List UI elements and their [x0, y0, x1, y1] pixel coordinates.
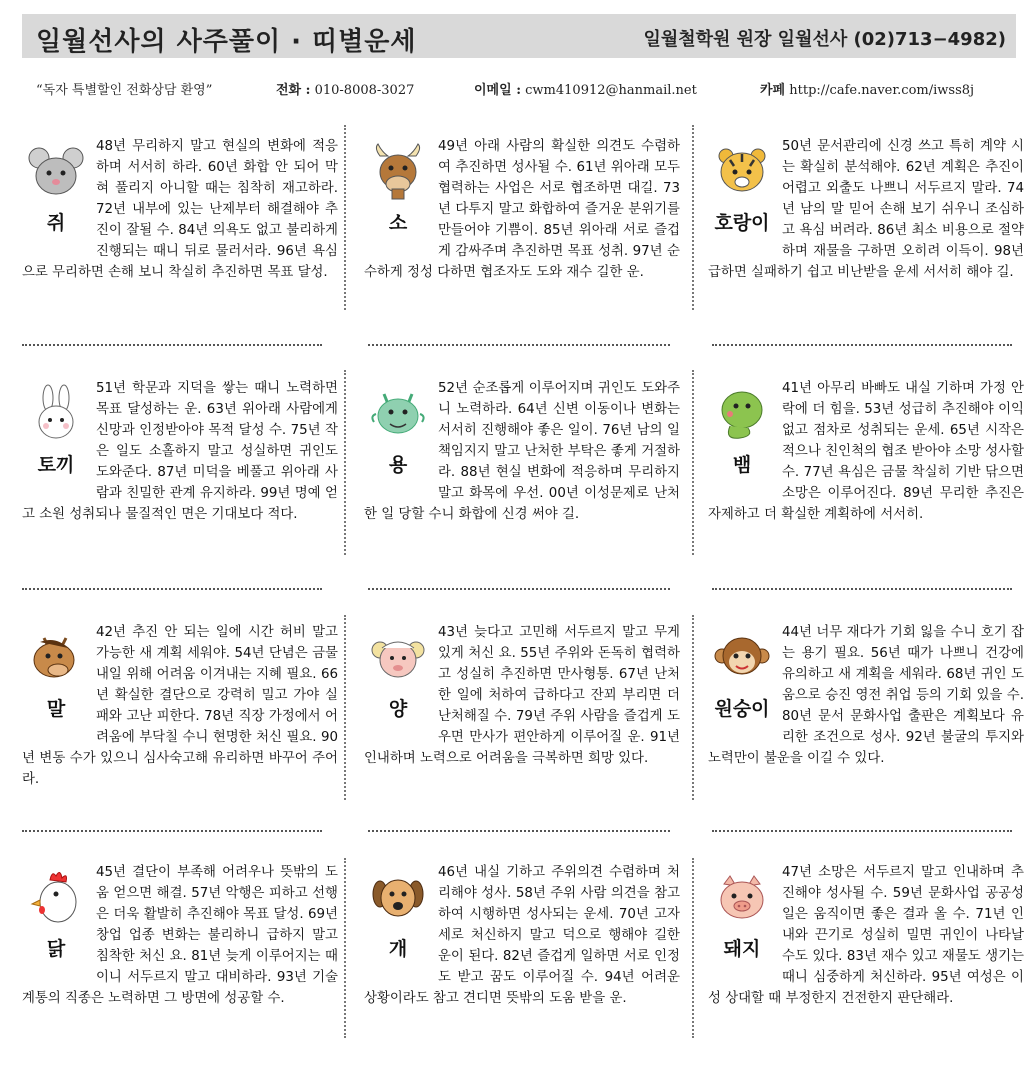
animal-name: 쥐	[46, 212, 66, 234]
animal-name: 뱀	[732, 454, 752, 476]
fortune-dog	[364, 862, 680, 1082]
promo-text: “독자 특별할인 전화상담 환영”	[36, 83, 213, 98]
dragon-icon	[368, 384, 428, 444]
animal-name: 용	[388, 454, 408, 476]
fortune-sheep	[364, 622, 680, 842]
column-divider	[692, 125, 694, 310]
fortune-rat	[22, 136, 338, 356]
academy-info: 일월철학원 원장 일월선사 (02)713−4982)	[643, 29, 1006, 50]
fortune-text: 52년 순조롭게 이루어지며 귀인도 도와주니 노력하라. 64년 신변 이동이나 변화는 서서히 진행해야 좋은 일이. 76년 남의 일 책임지지 말고 난처한 부탁은 좋게 거절하라. 88년 현실 변화에 적응하며 무리하지 말고 화목에 우선. 00년 이성문제로 난처한 일 당할 수니 화합에 신경 써야 길.	[364, 381, 680, 522]
tiger-icon	[712, 142, 772, 202]
cafe-info	[760, 79, 974, 98]
fortune-text: 43년 늦다고 고민해 서두르지 말고 무게 있게 처신 요. 55년 주위와 돈독히 협력하고 성실히 추진하면 만사형통. 67년 난처한 일에 처하여 급하다고 잔꾀 부리면 더 난처해질 수. 79년 주위 사람을 즐겁게 도우면 만사가 편안하게 이루어질 운. 91년 인내하며 노력으로 어려움을 극복하면 희망 있다.	[364, 625, 680, 766]
animal-block	[708, 142, 776, 235]
email-info	[474, 79, 697, 98]
animal-name: 원숭이	[714, 698, 770, 720]
fortune-text: 45년 결단이 부족해 어려우나 뜻밖의 도움 얻으면 해결. 57년 악행은 피하고 선행은 더욱 활발히 추진해야 목표 달성. 69년 창업 업종 변화는 불리하니 급하지 말고 침착한 처신 요. 81년 늦게 이루어지는 때이니 서두르지 말고 대비하라. 93년 기술계통의 직종은 노력하면 그 방면에 성공할 수.	[22, 865, 338, 1006]
animal-name: 양	[388, 698, 408, 720]
animal-block	[364, 628, 432, 721]
monkey-icon	[712, 628, 772, 688]
animal-name: 소	[388, 212, 408, 234]
cafe-label: 카페	[760, 83, 786, 98]
fortune-text: 50년 문서관리에 신경 쓰고 특히 계약 시는 확실히 분석해야. 62년 계획은 추진이 어렵고 외출도 나쁘니 서두르지 말라. 74년 남의 말 믿어 손해 보기 쉬우니 조심하고 욕심 버려라. 86년 최소 비용으로 절약하며 재물을 구하면 오히려 이득이. 98년 급하면 실패하기 쉽고 비난받을 운세 서서히 해야 길.	[708, 139, 1024, 280]
ox-icon	[368, 142, 428, 202]
fortune-tiger	[708, 136, 1024, 356]
animal-block	[22, 384, 90, 477]
animal-block	[708, 384, 776, 477]
fortune-text: 51년 학문과 지덕을 쌓는 때니 노력하면 목표 달성하는 운. 63년 위아래 사람에게 신망과 인정받아야 목적 달성 수. 75년 작은 일도 소홀하지 말고 성실하면 귀인도 도와준다. 87년 미덕을 베풀고 위아래 사람과 친밀한 관계 유지하라. 99년 명예 얻고 소원 성취되나 물질적인 면은 기대보다 적다.	[22, 381, 338, 522]
pig-icon	[712, 868, 772, 928]
fortune-horse	[22, 622, 338, 842]
animal-block	[22, 628, 90, 721]
column-divider	[344, 858, 346, 1038]
fortune-text: 48년 무리하지 말고 현실의 변화에 적응하며 서서히 하라. 60년 화합 안 되어 막혀 풀리지 아니할 때는 침착히 재고하라. 72년 내부에 있는 난제부터 해결해야 추진이 잘될 수. 84년 의욕도 없고 불리하게 진행되는 때니 뒤로 물러서라. 96년 욕심으로 무리하면 손해 보니 착실히 추진하면 목표 달성.	[22, 139, 338, 280]
animal-block	[364, 868, 432, 961]
horse-icon	[26, 628, 86, 688]
animal-name: 토끼	[37, 454, 75, 476]
phone-label: 전화 :	[276, 83, 311, 98]
fortune-text: 47년 소망은 서두르지 말고 인내하며 추진해야 성사될 수. 59년 문화사업 공공성 일은 움직이면 좋은 결과 올 수. 71년 인내와 끈기로 성실히 밀면 귀인이 나타날 수도 있다. 83년 재수 있고 재물도 생기는 때니 심중하게 처신하라. 95년 여성은 이성 상대할 때 부정한지 건전한지 판단해라.	[708, 865, 1024, 1006]
fortune-text: 41년 아무리 바빠도 내실 기하며 가정 안락에 더 힘을. 53년 성급히 추진해야 이익 없고 점차로 성취되는 운세. 65년 시작은 적으나 친인척의 협조 받아야 소망 성사할 수. 77년 욕심은 금물 착실히 기반 닦으면 소망은 이루어진다. 89년 무리한 추진은 자제하고 더 확실한 계획하에 서서히.	[708, 381, 1024, 522]
fortune-ox	[364, 136, 680, 356]
column-divider	[344, 370, 346, 555]
column-divider	[692, 858, 694, 1038]
page-header	[22, 14, 1016, 58]
phone-number: 010-8008-3027	[314, 83, 415, 98]
fortune-text: 46년 내실 기하고 주위의견 수렴하며 처리해야 성사. 58년 주위 사람 의견을 참고하여 시행하면 성사되는 운세. 70년 고자세로 처신하지 말고 덕으로 행해야 길한 운이 된다. 82년 즐겁게 일하면 서로 인정도 받고 꿈도 이루어질 수. 94년 어려운 상황이라도 참고 견디면 뜻밖의 도움 받을 운.	[364, 865, 680, 1006]
animal-name: 말	[46, 698, 66, 720]
phone-info	[276, 79, 414, 98]
animal-block	[364, 384, 432, 477]
fortune-rabbit	[22, 378, 338, 598]
fortune-monkey	[708, 622, 1024, 842]
snake-icon	[712, 384, 772, 444]
rooster-icon	[26, 868, 86, 928]
fortune-dragon	[364, 378, 680, 598]
column-divider	[344, 125, 346, 310]
dog-icon	[368, 868, 428, 928]
column-divider	[692, 615, 694, 800]
animal-block	[22, 868, 90, 961]
fortune-text: 44년 너무 재다가 기회 잃을 수니 호기 잡는 용기 필요. 56년 때가 나쁘니 건강에 유의하고 새 계획을 세워라. 68년 귀인 도움으로 승진 영전 취업 등의 기회 있을 수. 80년 문서 문화사업 출판은 계획보다 유리한 조건으로 성사. 92년 불굴의 투지와 노력만이 불운을 이길 수 있다.	[708, 625, 1024, 766]
fortune-text: 42년 추진 안 되는 일에 시간 허비 말고 가능한 새 계획 세워야. 54년 단념은 금물 내일 위해 어려움 이겨내는 지혜 필요. 66년 확실한 결단으로 강력히 밀고 가야 실패와 고난 피한다. 78년 직장 가정에서 어려움에 부닥칠 수니 현명한 처신 필요. 90년 변동 수가 있으니 심사숙고해 유리하면 바꾸어 주어라.	[22, 625, 338, 787]
animal-block	[364, 142, 432, 235]
animal-block	[708, 868, 776, 961]
email-label: 이메일 :	[474, 83, 521, 98]
cafe-link[interactable]: http://cafe.naver.com/iwss8j	[789, 83, 975, 98]
animal-name: 닭	[46, 938, 66, 960]
animal-block	[708, 628, 776, 721]
rat-icon	[26, 142, 86, 202]
column-divider	[692, 370, 694, 555]
rabbit-icon	[26, 384, 86, 444]
animal-name: 돼지	[723, 938, 761, 960]
animal-name: 개	[388, 938, 408, 960]
sheep-icon	[368, 628, 428, 688]
column-divider	[344, 615, 346, 800]
fortune-snake	[708, 378, 1024, 598]
fortune-text: 49년 아래 사람의 확실한 의견도 수렴하여 추진하면 성사될 수. 61년 위아래 모두 협력하는 사업은 서로 협조하면 대길. 73년 다투지 말고 화합하여 즐거운 분위기를 만들어야 기쁨이. 85년 위아래 서로 즐겁게 감싸주며 추진하면 목표 성취. 97년 순수하게 정성 다하면 협조자도 도와 재수 길한 운.	[364, 139, 680, 280]
email-address: cwm410912@hanmail.net	[525, 83, 697, 98]
page-title: 일월선사의 사주풀이 · 띠별운세	[36, 27, 417, 57]
fortune-pig	[708, 862, 1024, 1082]
animal-name: 호랑이	[714, 212, 770, 234]
animal-block	[22, 142, 90, 235]
fortune-rooster	[22, 862, 338, 1082]
